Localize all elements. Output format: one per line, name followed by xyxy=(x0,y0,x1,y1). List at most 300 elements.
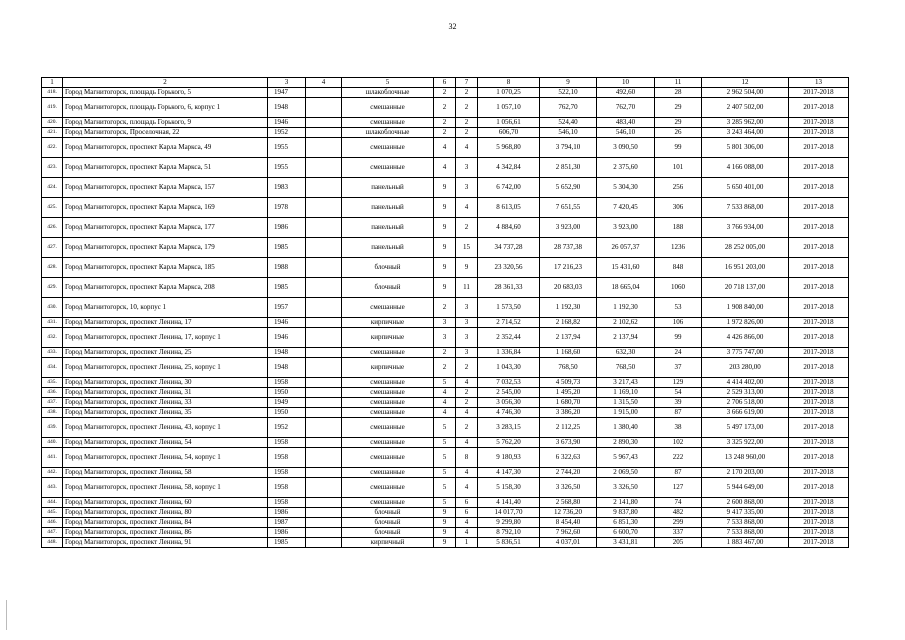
entrances-cell: 2 xyxy=(456,388,478,398)
column-4-cell xyxy=(306,528,342,538)
wall-material-cell: смешанные xyxy=(342,298,434,318)
residential-area-cell: 1 380,40 xyxy=(597,418,655,438)
period-cell: 2017-2018 xyxy=(789,378,849,388)
premises-area-cell: 2 112,25 xyxy=(540,418,597,438)
total-area-cell: 4 342,84 xyxy=(478,158,540,178)
cost-cell: 9 417 335,00 xyxy=(702,508,789,518)
address-cell: Город Магнитогорск, проспект Карла Маркса, 177 xyxy=(63,218,268,238)
floors-cell: 2 xyxy=(434,98,456,118)
address-cell: Город Магнитогорск, проспект Ленина, 25 xyxy=(63,348,268,358)
premises-area-cell: 2 744,20 xyxy=(540,468,597,478)
entrances-cell: 4 xyxy=(456,478,478,498)
housing-table xyxy=(41,77,849,548)
year-cell: 1950 xyxy=(268,408,306,418)
residents-cell: 28 xyxy=(655,88,702,98)
scan-margin-mark xyxy=(6,600,7,630)
period-cell: 2017-2018 xyxy=(789,138,849,158)
table-row xyxy=(42,478,849,498)
residents-cell: 1236 xyxy=(655,238,702,258)
cost-cell: 7 533 868,00 xyxy=(702,198,789,218)
residential-area-cell: 7 420,45 xyxy=(597,198,655,218)
entrances-cell: 4 xyxy=(456,198,478,218)
cost-cell: 16 951 203,00 xyxy=(702,258,789,278)
table-row xyxy=(42,198,849,218)
entrances-cell: 2 xyxy=(456,88,478,98)
residents-cell: 101 xyxy=(655,158,702,178)
row-number-cell: 428. xyxy=(42,258,63,278)
cost-cell: 3 243 464,00 xyxy=(702,128,789,138)
header-cell: 11 xyxy=(655,78,702,88)
address-cell: Город Магнитогорск, Проселочная, 22 xyxy=(63,128,268,138)
entrances-cell: 4 xyxy=(456,528,478,538)
residential-area-cell: 2 375,60 xyxy=(597,158,655,178)
floors-cell: 2 xyxy=(434,358,456,378)
row-number-cell: 429. xyxy=(42,278,63,298)
table-row xyxy=(42,278,849,298)
cost-cell: 28 252 005,00 xyxy=(702,238,789,258)
floors-cell: 5 xyxy=(434,448,456,468)
period-cell: 2017-2018 xyxy=(789,498,849,508)
residential-area-cell: 15 431,60 xyxy=(597,258,655,278)
cost-cell: 3 775 747,00 xyxy=(702,348,789,358)
wall-material-cell: блочный xyxy=(342,528,434,538)
premises-area-cell: 8 454,40 xyxy=(540,518,597,528)
period-cell: 2017-2018 xyxy=(789,518,849,528)
year-cell: 1985 xyxy=(268,538,306,548)
entrances-cell: 4 xyxy=(456,138,478,158)
residential-area-cell: 2 137,94 xyxy=(597,328,655,348)
row-number-cell: 443. xyxy=(42,478,63,498)
row-number-cell: 425. xyxy=(42,198,63,218)
residents-cell: 102 xyxy=(655,438,702,448)
column-4-cell xyxy=(306,298,342,318)
residential-area-cell: 26 057,37 xyxy=(597,238,655,258)
entrances-cell: 6 xyxy=(456,498,478,508)
address-cell: Город Магнитогорск, проспект Ленина, 58 xyxy=(63,468,268,478)
total-area-cell: 3 283,15 xyxy=(478,418,540,438)
entrances-cell: 3 xyxy=(456,178,478,198)
cost-cell: 2 706 518,00 xyxy=(702,398,789,408)
residents-cell: 38 xyxy=(655,418,702,438)
address-cell: Город Магнитогорск, проспект Ленина, 86 xyxy=(63,528,268,538)
period-cell: 2017-2018 xyxy=(789,158,849,178)
period-cell: 2017-2018 xyxy=(789,118,849,128)
floors-cell: 5 xyxy=(434,378,456,388)
entrances-cell: 2 xyxy=(456,128,478,138)
entrances-cell: 3 xyxy=(456,318,478,328)
year-cell: 1955 xyxy=(268,158,306,178)
column-4-cell xyxy=(306,358,342,378)
table-row xyxy=(42,518,849,528)
year-cell: 1983 xyxy=(268,178,306,198)
premises-area-cell: 768,50 xyxy=(540,358,597,378)
table-row xyxy=(42,218,849,238)
residents-cell: 29 xyxy=(655,98,702,118)
column-4-cell xyxy=(306,348,342,358)
column-4-cell xyxy=(306,328,342,348)
entrances-cell: 4 xyxy=(456,408,478,418)
header-cell: 10 xyxy=(597,78,655,88)
cost-cell: 3 325 922,00 xyxy=(702,438,789,448)
header-cell: 1 xyxy=(42,78,63,88)
row-number-cell: 447. xyxy=(42,528,63,538)
wall-material-cell: кирпичные xyxy=(342,328,434,348)
table-row xyxy=(42,398,849,408)
row-number-cell: 435. xyxy=(42,378,63,388)
period-cell: 2017-2018 xyxy=(789,198,849,218)
total-area-cell: 2 545,00 xyxy=(478,388,540,398)
premises-area-cell: 762,70 xyxy=(540,98,597,118)
wall-material-cell: блочный xyxy=(342,518,434,528)
cost-cell: 4 426 866,00 xyxy=(702,328,789,348)
period-cell: 2017-2018 xyxy=(789,178,849,198)
wall-material-cell: смешанные xyxy=(342,418,434,438)
table-row xyxy=(42,438,849,448)
address-cell: Город Магнитогорск, проспект Ленина, 58, корпус 1 xyxy=(63,478,268,498)
year-cell: 1988 xyxy=(268,258,306,278)
address-cell: Город Магнитогорск, проспект Карла Маркса, 185 xyxy=(63,258,268,278)
table-row xyxy=(42,408,849,418)
premises-area-cell: 3 673,90 xyxy=(540,438,597,448)
entrances-cell: 1 xyxy=(456,538,478,548)
table-row xyxy=(42,318,849,328)
entrances-cell: 3 xyxy=(456,158,478,178)
residential-area-cell: 2 890,30 xyxy=(597,438,655,448)
residential-area-cell: 2 141,80 xyxy=(597,498,655,508)
floors-cell: 9 xyxy=(434,218,456,238)
premises-area-cell: 1 495,20 xyxy=(540,388,597,398)
year-cell: 1986 xyxy=(268,218,306,238)
total-area-cell: 1 070,25 xyxy=(478,88,540,98)
residents-cell: 222 xyxy=(655,448,702,468)
residents-cell: 306 xyxy=(655,198,702,218)
column-4-cell xyxy=(306,418,342,438)
year-cell: 1958 xyxy=(268,438,306,448)
residential-area-cell: 492,60 xyxy=(597,88,655,98)
total-area-cell: 606,70 xyxy=(478,128,540,138)
residential-area-cell: 18 665,04 xyxy=(597,278,655,298)
total-area-cell: 2 714,52 xyxy=(478,318,540,328)
column-4-cell xyxy=(306,508,342,518)
premises-area-cell: 28 737,38 xyxy=(540,238,597,258)
column-4-cell xyxy=(306,238,342,258)
table-row xyxy=(42,348,849,358)
entrances-cell: 4 xyxy=(456,378,478,388)
floors-cell: 4 xyxy=(434,138,456,158)
entrances-cell: 2 xyxy=(456,418,478,438)
address-cell: Город Магнитогорск, проспект Ленина, 84 xyxy=(63,518,268,528)
residents-cell: 205 xyxy=(655,538,702,548)
premises-area-cell: 17 216,23 xyxy=(540,258,597,278)
residential-area-cell: 2 069,50 xyxy=(597,468,655,478)
address-cell: Город Магнитогорск, площадь Горького, 9 xyxy=(63,118,268,128)
residential-area-cell: 9 837,80 xyxy=(597,508,655,518)
wall-material-cell: кирпичные xyxy=(342,358,434,378)
floors-cell: 2 xyxy=(434,88,456,98)
premises-area-cell: 1 192,30 xyxy=(540,298,597,318)
wall-material-cell: смешанные xyxy=(342,378,434,388)
address-cell: Город Магнитогорск, проспект Карла Маркса, 51 xyxy=(63,158,268,178)
entrances-cell: 15 xyxy=(456,238,478,258)
column-4-cell xyxy=(306,128,342,138)
entrances-cell: 9 xyxy=(456,258,478,278)
column-4-cell xyxy=(306,448,342,468)
address-cell: Город Магнитогорск, проспект Ленина, 31 xyxy=(63,388,268,398)
premises-area-cell: 12 736,20 xyxy=(540,508,597,518)
table-row xyxy=(42,448,849,468)
residents-cell: 129 xyxy=(655,378,702,388)
row-number-cell: 418. xyxy=(42,88,63,98)
floors-cell: 9 xyxy=(434,528,456,538)
residential-area-cell: 1 169,10 xyxy=(597,388,655,398)
period-cell: 2017-2018 xyxy=(789,438,849,448)
premises-area-cell: 546,10 xyxy=(540,128,597,138)
floors-cell: 4 xyxy=(434,388,456,398)
cost-cell: 5 497 173,00 xyxy=(702,418,789,438)
address-cell: Город Магнитогорск, проспект Карла Маркса, 49 xyxy=(63,138,268,158)
row-number-cell: 419. xyxy=(42,98,63,118)
cost-cell: 2 170 203,00 xyxy=(702,468,789,478)
entrances-cell: 6 xyxy=(456,508,478,518)
period-cell: 2017-2018 xyxy=(789,528,849,538)
premises-area-cell: 3 794,10 xyxy=(540,138,597,158)
column-4-cell xyxy=(306,408,342,418)
floors-cell: 9 xyxy=(434,538,456,548)
floors-cell: 5 xyxy=(434,418,456,438)
table-row xyxy=(42,468,849,478)
header-cell: 3 xyxy=(268,78,306,88)
premises-area-cell: 3 923,00 xyxy=(540,218,597,238)
period-cell: 2017-2018 xyxy=(789,538,849,548)
premises-area-cell: 4 509,73 xyxy=(540,378,597,388)
residential-area-cell: 483,40 xyxy=(597,118,655,128)
year-cell: 1958 xyxy=(268,378,306,388)
floors-cell: 2 xyxy=(434,348,456,358)
header-cell: 9 xyxy=(540,78,597,88)
address-cell: Город Магнитогорск, проспект Ленина, 60 xyxy=(63,498,268,508)
cost-cell: 3 766 934,00 xyxy=(702,218,789,238)
table-row xyxy=(42,328,849,348)
period-cell: 2017-2018 xyxy=(789,98,849,118)
address-cell: Город Магнитогорск, площадь Горького, 6, корпус 1 xyxy=(63,98,268,118)
row-number-cell: 440. xyxy=(42,438,63,448)
residents-cell: 848 xyxy=(655,258,702,278)
total-area-cell: 4 884,60 xyxy=(478,218,540,238)
column-4-cell xyxy=(306,378,342,388)
entrances-cell: 4 xyxy=(456,438,478,448)
row-number-cell: 421. xyxy=(42,128,63,138)
entrances-cell: 11 xyxy=(456,278,478,298)
row-number-cell: 431. xyxy=(42,318,63,328)
entrances-cell: 3 xyxy=(456,328,478,348)
period-cell: 2017-2018 xyxy=(789,218,849,238)
table-row xyxy=(42,98,849,118)
address-cell: Город Магнитогорск, проспект Ленина, 25, корпус 1 xyxy=(63,358,268,378)
row-number-cell: 430. xyxy=(42,298,63,318)
year-cell: 1950 xyxy=(268,388,306,398)
period-cell: 2017-2018 xyxy=(789,388,849,398)
total-area-cell: 1 573,50 xyxy=(478,298,540,318)
premises-area-cell: 2 851,30 xyxy=(540,158,597,178)
total-area-cell: 4 141,40 xyxy=(478,498,540,508)
total-area-cell: 9 180,93 xyxy=(478,448,540,468)
floors-cell: 5 xyxy=(434,438,456,448)
premises-area-cell: 7 651,55 xyxy=(540,198,597,218)
residents-cell: 99 xyxy=(655,328,702,348)
total-area-cell: 1 056,61 xyxy=(478,118,540,128)
column-4-cell xyxy=(306,478,342,498)
wall-material-cell: кирпичные xyxy=(342,318,434,328)
row-number-cell: 436. xyxy=(42,388,63,398)
column-4-cell xyxy=(306,88,342,98)
table-row xyxy=(42,258,849,278)
wall-material-cell: блочный xyxy=(342,258,434,278)
period-cell: 2017-2018 xyxy=(789,408,849,418)
row-number-cell: 427. xyxy=(42,238,63,258)
residential-area-cell: 546,10 xyxy=(597,128,655,138)
column-4-cell xyxy=(306,218,342,238)
address-cell: Город Магнитогорск, проспект Ленина, 17 xyxy=(63,318,268,328)
residents-cell: 188 xyxy=(655,218,702,238)
wall-material-cell: смешанные xyxy=(342,118,434,128)
total-area-cell: 5 836,51 xyxy=(478,538,540,548)
total-area-cell: 6 742,00 xyxy=(478,178,540,198)
total-area-cell: 4 746,30 xyxy=(478,408,540,418)
header-cell: 13 xyxy=(789,78,849,88)
year-cell: 1958 xyxy=(268,448,306,468)
table-row xyxy=(42,378,849,388)
total-area-cell: 7 032,53 xyxy=(478,378,540,388)
premises-area-cell: 524,40 xyxy=(540,118,597,128)
column-4-cell xyxy=(306,398,342,408)
header-cell: 8 xyxy=(478,78,540,88)
year-cell: 1958 xyxy=(268,478,306,498)
entrances-cell: 2 xyxy=(456,398,478,408)
entrances-cell: 4 xyxy=(456,518,478,528)
premises-area-cell: 3 386,20 xyxy=(540,408,597,418)
cost-cell: 2 407 502,00 xyxy=(702,98,789,118)
cost-cell: 4 166 088,00 xyxy=(702,158,789,178)
row-number-cell: 442. xyxy=(42,468,63,478)
year-cell: 1986 xyxy=(268,528,306,538)
column-4-cell xyxy=(306,98,342,118)
column-4-cell xyxy=(306,438,342,448)
residential-area-cell: 1 192,30 xyxy=(597,298,655,318)
premises-area-cell: 1 680,70 xyxy=(540,398,597,408)
cost-cell: 7 533 868,00 xyxy=(702,518,789,528)
premises-area-cell: 7 962,60 xyxy=(540,528,597,538)
year-cell: 1955 xyxy=(268,138,306,158)
period-cell: 2017-2018 xyxy=(789,298,849,318)
residents-cell: 482 xyxy=(655,508,702,518)
address-cell: Город Магнитогорск, проспект Карла Маркса, 208 xyxy=(63,278,268,298)
cost-cell: 2 529 313,00 xyxy=(702,388,789,398)
header-cell: 7 xyxy=(456,78,478,88)
row-number-cell: 448. xyxy=(42,538,63,548)
row-number-cell: 433. xyxy=(42,348,63,358)
cost-cell: 1 908 840,00 xyxy=(702,298,789,318)
table-row xyxy=(42,178,849,198)
residential-area-cell: 5 304,30 xyxy=(597,178,655,198)
residents-cell: 337 xyxy=(655,528,702,538)
cost-cell: 13 248 960,00 xyxy=(702,448,789,468)
premises-area-cell: 2 168,82 xyxy=(540,318,597,328)
column-4-cell xyxy=(306,468,342,478)
premises-area-cell: 5 652,90 xyxy=(540,178,597,198)
row-number-cell: 422. xyxy=(42,138,63,158)
total-area-cell: 1 336,84 xyxy=(478,348,540,358)
year-cell: 1946 xyxy=(268,318,306,328)
wall-material-cell: блочный xyxy=(342,278,434,298)
wall-material-cell: панельный xyxy=(342,198,434,218)
residential-area-cell: 1 315,50 xyxy=(597,398,655,408)
cost-cell: 203 280,00 xyxy=(702,358,789,378)
total-area-cell: 3 056,30 xyxy=(478,398,540,408)
entrances-cell: 2 xyxy=(456,218,478,238)
residential-area-cell: 3 326,50 xyxy=(597,478,655,498)
year-cell: 1987 xyxy=(268,518,306,528)
residential-area-cell: 6 851,30 xyxy=(597,518,655,528)
entrances-cell: 2 xyxy=(456,358,478,378)
total-area-cell: 8 613,05 xyxy=(478,198,540,218)
total-area-cell: 4 147,30 xyxy=(478,468,540,478)
wall-material-cell: шлакоблочные xyxy=(342,128,434,138)
table-row xyxy=(42,498,849,508)
total-area-cell: 1 057,10 xyxy=(478,98,540,118)
premises-area-cell: 20 683,03 xyxy=(540,278,597,298)
column-4-cell xyxy=(306,198,342,218)
cost-cell: 2 600 868,00 xyxy=(702,498,789,508)
year-cell: 1952 xyxy=(268,128,306,138)
cost-cell: 1 972 826,00 xyxy=(702,318,789,328)
address-cell: Город Магнитогорск, проспект Ленина, 17, корпус 1 xyxy=(63,328,268,348)
period-cell: 2017-2018 xyxy=(789,128,849,138)
cost-cell: 3 285 962,00 xyxy=(702,118,789,128)
wall-material-cell: панельный xyxy=(342,178,434,198)
year-cell: 1957 xyxy=(268,298,306,318)
year-cell: 1952 xyxy=(268,418,306,438)
premises-area-cell: 6 322,63 xyxy=(540,448,597,468)
premises-area-cell: 2 568,80 xyxy=(540,498,597,508)
cost-cell: 5 944 649,00 xyxy=(702,478,789,498)
period-cell: 2017-2018 xyxy=(789,468,849,478)
premises-area-cell: 1 168,60 xyxy=(540,348,597,358)
column-4-cell xyxy=(306,518,342,528)
cost-cell: 20 718 137,00 xyxy=(702,278,789,298)
residential-area-cell: 3 923,00 xyxy=(597,218,655,238)
period-cell: 2017-2018 xyxy=(789,448,849,468)
column-4-cell xyxy=(306,158,342,178)
residents-cell: 87 xyxy=(655,408,702,418)
floors-cell: 3 xyxy=(434,318,456,328)
floors-cell: 4 xyxy=(434,158,456,178)
residents-cell: 106 xyxy=(655,318,702,328)
cost-cell: 2 962 504,00 xyxy=(702,88,789,98)
wall-material-cell: смешанные xyxy=(342,388,434,398)
period-cell: 2017-2018 xyxy=(789,258,849,278)
header-cell: 4 xyxy=(306,78,342,88)
premises-area-cell: 2 137,94 xyxy=(540,328,597,348)
wall-material-cell: смешанные xyxy=(342,438,434,448)
cost-cell: 5 650 401,00 xyxy=(702,178,789,198)
year-cell: 1985 xyxy=(268,238,306,258)
row-number-cell: 423. xyxy=(42,158,63,178)
total-area-cell: 5 158,30 xyxy=(478,478,540,498)
year-cell: 1947 xyxy=(268,88,306,98)
residents-cell: 256 xyxy=(655,178,702,198)
floors-cell: 4 xyxy=(434,398,456,408)
residential-area-cell: 3 431,81 xyxy=(597,538,655,548)
